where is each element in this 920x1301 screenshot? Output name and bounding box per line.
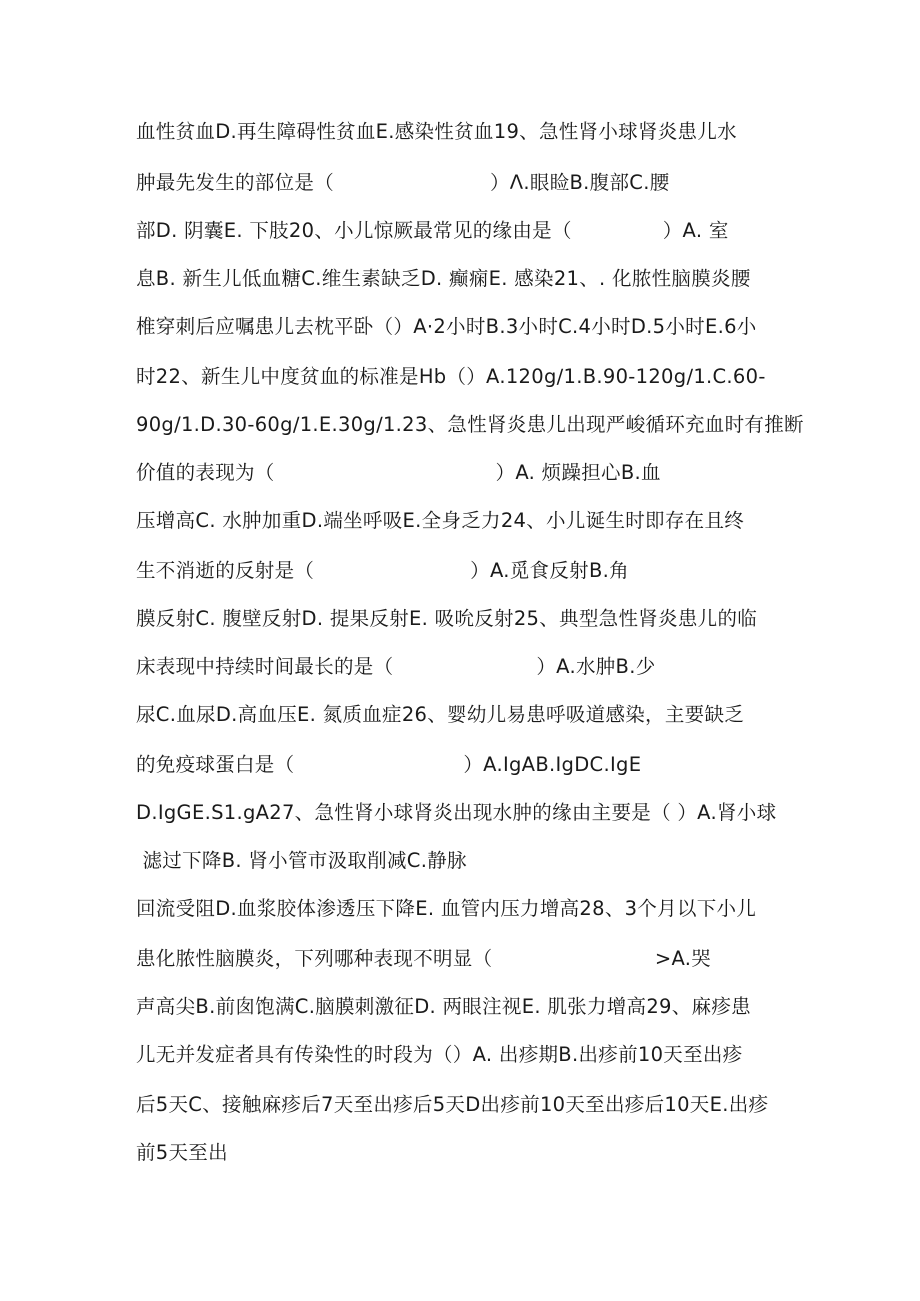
text-line: 回流受阻D.血浆胶体渗透压下降E. 血管内压力增高28、3个月以下小儿 <box>136 897 757 920</box>
text-line: 前5天至出 <box>136 1141 228 1164</box>
text-line: 声高尖B.前囱饱满C.脑膜刺激征D. 两眼注视E. 肌张力增高29、麻疹患 <box>136 995 751 1018</box>
text-line: 床表现中持续时间最长的是（ ）A.水肿B.少 <box>136 655 656 678</box>
text-line: 压增高C. 水肿加重D.端坐呼吸E.全身乏力24、小儿诞生时即存在且终 <box>136 509 745 532</box>
text-line: 生不消逝的反射是（ ）A.觅食反射B.角 <box>136 559 629 582</box>
text-line: 90g/1.D.30-60g∕1.E.30g∕1.23、急性肾炎患儿出现严峻循环充血时有推断 <box>136 413 804 436</box>
text-line: 部D. 阴囊E. 下肢20、小儿惊厥最常见的缘由是（ ）A. 室 <box>136 219 729 242</box>
text-line: 后5天C、接触麻疹后7天至出疹后5天D出疹前10天至出疹后10天E.出疹 <box>136 1093 769 1116</box>
text-line: D.IgGE.S1.gA27、急性肾小球肾炎出现水肿的缘由主要是（ ）A.肾小球 <box>136 801 777 824</box>
text-line: 滤过下降B. 肾小管市汲取削减C.静脉 <box>136 849 467 872</box>
text-line: 膜反射C. 腹壁反射D. 提果反射E. 吸吮反射25、典型急性肾炎患儿的临 <box>136 607 758 630</box>
text-line: 血性贫血D.再生障碍性贫血E.感染性贫血19、急性肾小球肾炎患儿水 <box>136 120 737 143</box>
text-line: 肿最先发生的部位是（ ）Λ.眼睑B.腹部C.腰 <box>136 171 670 194</box>
text-line: 儿无并发症者具有传染性的时段为（）A. 出疹期B.出疹前10天至出疹 <box>136 1043 743 1066</box>
text-line: 尿C.血尿D.高血压E. 氮质血症26、婴幼儿易患呼吸道感染，主要缺乏 <box>136 703 745 726</box>
text-line: 时22、新生儿中度贫血的标准是Hb（）A.120g∕1.B.90-120g∕1.C.60- <box>136 365 766 388</box>
text-line: 的免疫球蛋白是（ ）A.IgAB.IgDC.IgE <box>136 753 642 776</box>
text-line: 价值的表现为（ ）A. 烦躁担心B.血 <box>136 461 661 484</box>
text-line: 患化脓性脑膜炎，下列哪种表现不明显（ >A.哭 <box>136 947 712 970</box>
text-line: 息B. 新生儿低血糖C.维生素缺乏D. 癫痫E. 感染21、. 化脓性脑膜炎腰 <box>136 267 751 290</box>
text-line: 椎穿刺后应嘱患儿去枕平卧（）A·2小时B.3小时C.4小时D.5小时E.6小 <box>136 315 757 338</box>
